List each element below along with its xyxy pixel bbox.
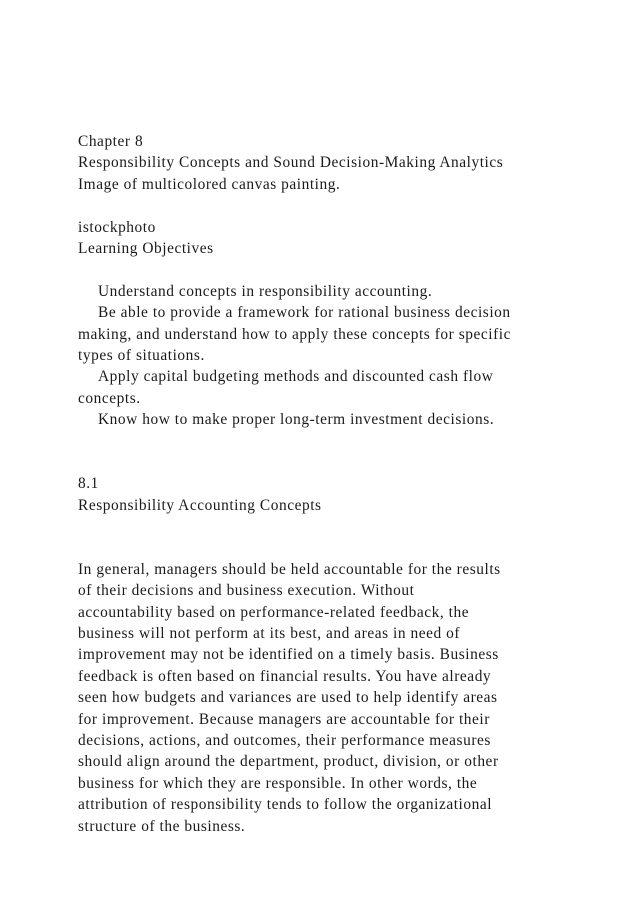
paragraph-line: accountability based on performance-related feedback, the	[78, 603, 470, 621]
image-caption: Image of multicolored canvas painting.	[78, 175, 341, 193]
document-text	[78, 131, 618, 837]
section-title: Responsibility Accounting Concepts	[78, 496, 322, 514]
blank-line	[78, 452, 618, 473]
objectives-heading: Learning Objectives	[78, 239, 214, 257]
objective-item: Be able to provide a framework for rational business decision	[98, 304, 511, 322]
objective-item: Apply capital budgeting methods and discounted cash flow	[98, 368, 494, 386]
paragraph-line: business for which they are responsible. In other words, the	[78, 774, 478, 792]
objective-item-continued: making, and understand how to apply these concepts for specific	[78, 325, 511, 343]
blank-line	[78, 195, 618, 216]
image-credit: istockphoto	[78, 218, 156, 236]
paragraph-line: feedback is often based on financial results. You have already	[78, 667, 492, 685]
objective-item: Know how to make proper long-term investment decisions.	[98, 411, 495, 429]
paragraph-line: should align around the department, product, division, or other	[78, 753, 499, 771]
paragraph-line: In general, managers should be held accountable for the results	[78, 560, 501, 578]
chapter-title: Responsibility Concepts and Sound Decision-Making Analytics	[78, 154, 504, 172]
blank-line	[78, 259, 618, 280]
paragraph-line: attribution of responsibility tends to follow the organizational	[78, 796, 493, 814]
chapter-label: Chapter 8	[78, 133, 144, 150]
blank-line	[78, 516, 618, 537]
paragraph-line: improvement may not be identified on a timely basis. Business	[78, 646, 499, 664]
objective-item-continued: concepts.	[78, 389, 141, 407]
objective-item: Understand concepts in responsibility accounting.	[98, 282, 433, 300]
paragraph-line: seen how budgets and variances are used to help identify areas	[78, 689, 498, 707]
blank-line	[78, 430, 618, 451]
body-paragraph	[78, 559, 618, 837]
section-number: 8.1	[78, 475, 99, 493]
paragraph-line: structure of the business.	[78, 817, 246, 835]
paragraph-line: business will not perform at its best, and areas in need of	[78, 624, 461, 642]
paragraph-line: for improvement. Because managers are accountable for their	[78, 710, 490, 728]
objective-item-continued: types of situations.	[78, 346, 205, 364]
blank-line	[78, 537, 618, 558]
paragraph-line: of their decisions and business execution. Without	[78, 582, 415, 600]
paragraph-line: decisions, actions, and outcomes, their performance measures	[78, 731, 491, 749]
